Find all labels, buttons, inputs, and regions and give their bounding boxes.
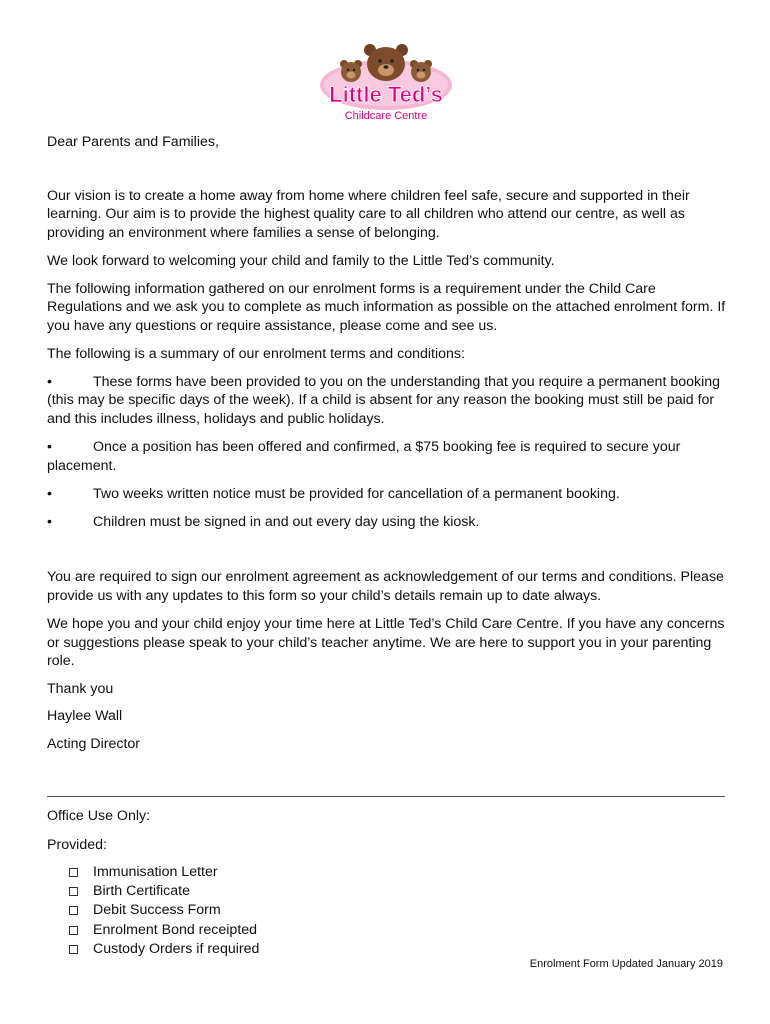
requirement-paragraph: The following information gathered on our enrolment forms is a requirement under the Child Care Regulations and we ask you to complete as much information as possible on the attached enrolment form. If you have any questions or require assistance, please come and see us. [47,280,726,334]
checkbox[interactable] [69,868,78,877]
closing-paragraph: We hope you and your child enjoy your time here at Little Ted’s Child Care Centre. If you have any concerns or suggestions please speak to your child’s teacher anytime. We are here to support you in your parenting role. [47,616,725,669]
checkbox[interactable] [69,906,78,915]
bullet-icon: • [47,439,52,455]
term-item [47,513,729,532]
office-use-section [47,807,729,959]
centre-logo [318,42,454,124]
checklist-item [69,921,729,940]
bullet-icon: • [47,373,52,390]
checkbox[interactable] [69,887,78,896]
signatory-title: Acting Director [47,735,141,752]
term-item [47,438,729,475]
form-version-note: Enrolment Form Updated January 2019 [529,958,723,970]
agreement-paragraph: You are required to sign our enrolment agreement as acknowledgement of our terms and conditions. Please provide us with any updates to this form so your child’s details remain up to date always. [47,569,724,604]
section-divider [47,796,725,797]
checklist-item-label: Enrolment Bond receipted [93,921,258,938]
signatory-name: Haylee Wall [47,708,123,724]
checklist-item-label: Debit Success Form [93,902,221,919]
sign-off: Thank you [47,680,114,697]
greeting: Dear Parents and Families, [47,134,219,150]
bullet-icon: • [47,486,52,502]
checklist-item [69,863,729,882]
checkbox[interactable] [69,926,78,935]
term-text: Two weeks written notice must be provided for cancellation of a permanent booking. [93,486,620,502]
term-item [47,485,729,504]
checklist-item-label: Birth Certificate [93,883,190,900]
summary-intro: The following is a summary of our enrolment terms and conditions: [47,346,465,362]
bullet-icon: • [47,513,52,530]
vision-paragraph: Our vision is to create a home away from home where children feel safe, secure and supported in their learning. Our aim is to provide the highest quality care to all children who attend our centre, as well as providing an environment where families a sense of belonging. [47,187,690,241]
term-item [47,373,729,429]
checkbox[interactable] [69,945,78,954]
term-text: Children must be signed in and out every day using the kiosk. [93,513,480,530]
checklist-item-label: Custody Orders if required [93,940,260,957]
letter-body [47,133,729,753]
provided-checklist [69,863,729,959]
office-heading: Office Use Only: [47,808,151,824]
checklist-item [69,901,729,920]
checklist-item [69,882,729,901]
term-text: Once a position has been offered and confirmed, a $75 booking fee is required to secure your placement. [47,439,681,474]
checklist-item-label: Immunisation Letter [93,864,218,880]
logo-name: Little Ted’s [329,82,443,107]
logo-subtitle: Childcare Centre [344,110,428,122]
term-text: These forms have been provided to you on the understanding that you require a permanent booking (this may be specific days of the week). If a child is absent for any reason the booking must still be paid for and this includes illness, holidays and public holidays. [47,373,721,427]
provided-label: Provided: [47,836,107,853]
teddy-bears-logo-icon [318,42,454,124]
welcome-paragraph: We look forward to welcoming your child and family to the Little Ted’s community. [47,253,555,269]
